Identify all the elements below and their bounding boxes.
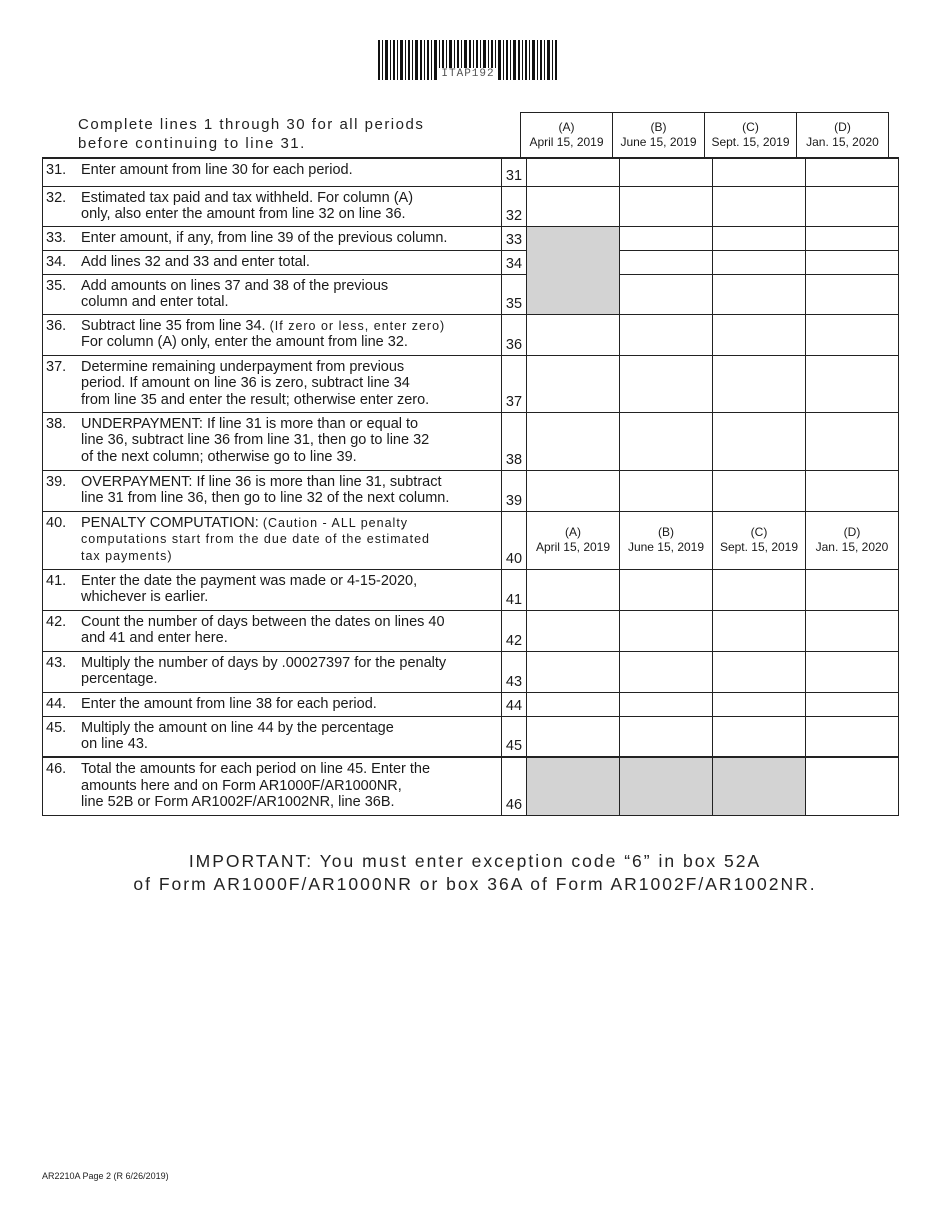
line-number: 37 — [502, 355, 527, 412]
input-45-a[interactable] — [527, 716, 620, 757]
input-43-c[interactable] — [713, 651, 806, 692]
line-44-text: Enter the amount from line 38 for each period. — [81, 695, 377, 712]
line-number: 38 — [502, 412, 527, 470]
line-number: 36 — [502, 314, 527, 355]
form-row-31: 31. Enter amount from line 30 for each period. 31 — [43, 158, 899, 186]
line-39-text: OVERPAYMENT: If line 36 is more than line 31, subtract — [81, 473, 442, 490]
input-42-b[interactable] — [620, 610, 713, 651]
form-row-38: 38. UNDERPAYMENT: If line 31 is more than or equal to line 36, subtract line 36 from line 31, then go to line 32 of the next column; otherwise go to line 39. 38 — [43, 412, 899, 470]
important-line-2: of Form AR1000F/AR1000NR or box 36A of Form AR1002F/AR1002NR. — [133, 874, 817, 894]
line-35-text: Add amounts on lines 37 and 38 of the previous — [81, 277, 389, 294]
input-44-c[interactable] — [713, 692, 806, 716]
input-38-b[interactable] — [620, 412, 713, 470]
input-39-a[interactable] — [527, 470, 620, 511]
column-header-40-a: (A) April 15, 2019 — [527, 511, 620, 569]
line-number: 44 — [502, 692, 527, 716]
column-header-top — [520, 112, 889, 158]
important-notice — [0, 850, 950, 896]
input-35-b[interactable] — [620, 274, 713, 314]
input-31-a[interactable] — [527, 158, 620, 186]
line-number: 35 — [502, 274, 527, 314]
input-37-b[interactable] — [620, 355, 713, 412]
line-46-text: Total the amounts for each period on line 45. Enter the — [81, 761, 431, 777]
line-43-text: Multiply the number of days by .00027397 for the penalty — [81, 654, 447, 671]
form-table — [42, 157, 899, 816]
shaded-cell-46-a — [527, 757, 620, 815]
line-number: 31 — [502, 158, 527, 186]
line-number: 32 — [502, 186, 527, 226]
line-number: 45 — [502, 716, 527, 757]
line-number: 41 — [502, 569, 527, 610]
line-32-text: Estimated tax paid and tax withheld. For column (A) — [81, 189, 414, 206]
input-38-a[interactable] — [527, 412, 620, 470]
input-41-c[interactable] — [713, 569, 806, 610]
form-row-36: 36. Subtract line 35 from line 34. (If zero or less, enter zero) For column (A) only, enter the amount from line 32. 36 — [43, 314, 899, 355]
input-36-a[interactable] — [527, 314, 620, 355]
shaded-cell-46-c — [713, 757, 806, 815]
column-header-40-c: (C) Sept. 15, 2019 — [713, 511, 806, 569]
instructions-line-2: before continuing to line 31. — [78, 135, 306, 152]
line-42-text: Count the number of days between the dates on lines 40 — [81, 613, 445, 630]
input-43-d[interactable] — [806, 651, 899, 692]
input-39-d[interactable] — [806, 470, 899, 511]
column-header-40-d: (D) Jan. 15, 2020 — [806, 511, 899, 569]
line-34-text: Add lines 32 and 33 and enter total. — [81, 253, 310, 270]
input-38-d[interactable] — [806, 412, 899, 470]
input-33-b[interactable] — [620, 226, 713, 250]
input-36-b[interactable] — [620, 314, 713, 355]
input-33-d[interactable] — [806, 226, 899, 250]
line-33-text: Enter amount, if any, from line 39 of the previous column. — [81, 229, 448, 246]
input-34-b[interactable] — [620, 250, 713, 274]
column-header-d: (D) Jan. 15, 2020 — [797, 113, 889, 158]
line-number: 42 — [502, 610, 527, 651]
line-number: 39 — [502, 470, 527, 511]
input-34-d[interactable] — [806, 250, 899, 274]
line-number: 40 — [502, 511, 527, 569]
input-42-a[interactable] — [527, 610, 620, 651]
barcode-text: ITAP192 — [441, 68, 495, 80]
form-row-46: 46. Total the amounts for each period on line 45. Enter the amounts here and on Form AR1000F/AR1000NR, line 52B or Form AR1002F/AR1002NR, line 36B. 46 — [43, 757, 899, 815]
input-38-c[interactable] — [713, 412, 806, 470]
input-42-c[interactable] — [713, 610, 806, 651]
form-row-37: 37. Determine remaining underpayment from previous period. If amount on line 36 is zero, subtract line 34 from line 35 and enter the result; otherwise enter zero. 37 — [43, 355, 899, 412]
input-41-a[interactable] — [527, 569, 620, 610]
page-footer: AR2210A Page 2 (R 6/26/2019) — [42, 1171, 169, 1181]
input-36-c[interactable] — [713, 314, 806, 355]
input-45-c[interactable] — [713, 716, 806, 757]
input-36-d[interactable] — [806, 314, 899, 355]
column-header-a: (A) April 15, 2019 — [521, 113, 613, 158]
form-row-41: 41. Enter the date the payment was made or 4-15-2020, whichever is earlier. 41 — [43, 569, 899, 610]
input-45-b[interactable] — [620, 716, 713, 757]
input-32-d[interactable] — [806, 186, 899, 226]
line-31-text: Enter amount from line 30 for each period. — [81, 162, 353, 178]
input-33-c[interactable] — [713, 226, 806, 250]
form-row-42: 42. Count the number of days between the dates on lines 40 and 41 and enter here. 42 — [43, 610, 899, 651]
input-37-c[interactable] — [713, 355, 806, 412]
input-43-b[interactable] — [620, 651, 713, 692]
form-row-35: 35. Add amounts on lines 37 and 38 of the previous column and enter total. 35 — [43, 274, 899, 314]
line-37-text: Determine remaining underpayment from previous — [81, 358, 405, 375]
line-38-text: UNDERPAYMENT: If line 31 is more than or equal to — [81, 415, 419, 432]
input-32-a[interactable] — [527, 186, 620, 226]
line-40-text: PENALTY COMPUTATION: — [81, 514, 259, 531]
important-line-1: IMPORTANT: You must enter exception code “6” in box 52A — [188, 851, 762, 871]
input-43-a[interactable] — [527, 651, 620, 692]
form-row-43: 43. Multiply the number of days by .00027397 for the penalty percentage. 43 — [43, 651, 899, 692]
form-row-39: 39. OVERPAYMENT: If line 36 is more than line 31, subtract line 31 from line 36, then go to line 32 of the next column. 39 — [43, 470, 899, 511]
column-header-c: (C) Sept. 15, 2019 — [705, 113, 797, 158]
form-row-33: 33. Enter amount, if any, from line 39 of the previous column. 33 — [43, 226, 899, 250]
line-45-text: Multiply the amount on line 44 by the percentage — [81, 719, 394, 736]
form-row-40: 40. PENALTY COMPUTATION: (Caution - ALL penalty computations start from the due date of the estimated tax payments) 40 (A) April 15, 2019 (B) June 15, 2019 (C) Sept. 15, 2019 (D) Jan. 15, 2020 — [43, 511, 899, 569]
form-row-44: 44. Enter the amount from line 38 for each period. 44 — [43, 692, 899, 716]
input-31-d[interactable] — [806, 158, 899, 186]
instructions — [78, 115, 498, 153]
line-number: 46 — [502, 757, 527, 815]
input-35-d[interactable] — [806, 274, 899, 314]
input-37-a[interactable] — [527, 355, 620, 412]
input-44-a[interactable] — [527, 692, 620, 716]
input-31-b[interactable] — [620, 158, 713, 186]
column-header-b: (B) June 15, 2019 — [613, 113, 705, 158]
input-35-c[interactable] — [713, 274, 806, 314]
input-44-b[interactable] — [620, 692, 713, 716]
input-39-c[interactable] — [713, 470, 806, 511]
input-34-c[interactable] — [713, 250, 806, 274]
line-number: 34 — [502, 250, 527, 274]
input-45-d[interactable] — [806, 716, 899, 757]
input-41-d[interactable] — [806, 569, 899, 610]
input-44-d[interactable] — [806, 692, 899, 716]
input-32-b[interactable] — [620, 186, 713, 226]
input-31-c[interactable] — [713, 158, 806, 186]
line-number: 33 — [502, 226, 527, 250]
line-41-text: Enter the date the payment was made or 4-15-2020, — [81, 572, 418, 589]
line-36-text: Subtract line 35 from line 34. — [81, 317, 266, 334]
input-46-d[interactable] — [806, 757, 899, 815]
input-41-b[interactable] — [620, 569, 713, 610]
form-row-34: 34. Add lines 32 and 33 and enter total. 34 — [43, 250, 899, 274]
column-header-40-b: (B) June 15, 2019 — [620, 511, 713, 569]
barcode — [378, 40, 558, 82]
input-42-d[interactable] — [806, 610, 899, 651]
shaded-cell-46-b — [620, 757, 713, 815]
form-row-32: 32. Estimated tax paid and tax withheld. For column (A) only, also enter the amount from line 32 on line 36. 32 — [43, 186, 899, 226]
line-number: 43 — [502, 651, 527, 692]
instructions-line-1: Complete lines 1 through 30 for all periods — [78, 116, 425, 133]
input-37-d[interactable] — [806, 355, 899, 412]
shaded-cell-33-35-a — [527, 226, 620, 314]
form-row-45: 45. Multiply the amount on line 44 by the percentage on line 43. 45 — [43, 716, 899, 757]
input-32-c[interactable] — [713, 186, 806, 226]
input-39-b[interactable] — [620, 470, 713, 511]
